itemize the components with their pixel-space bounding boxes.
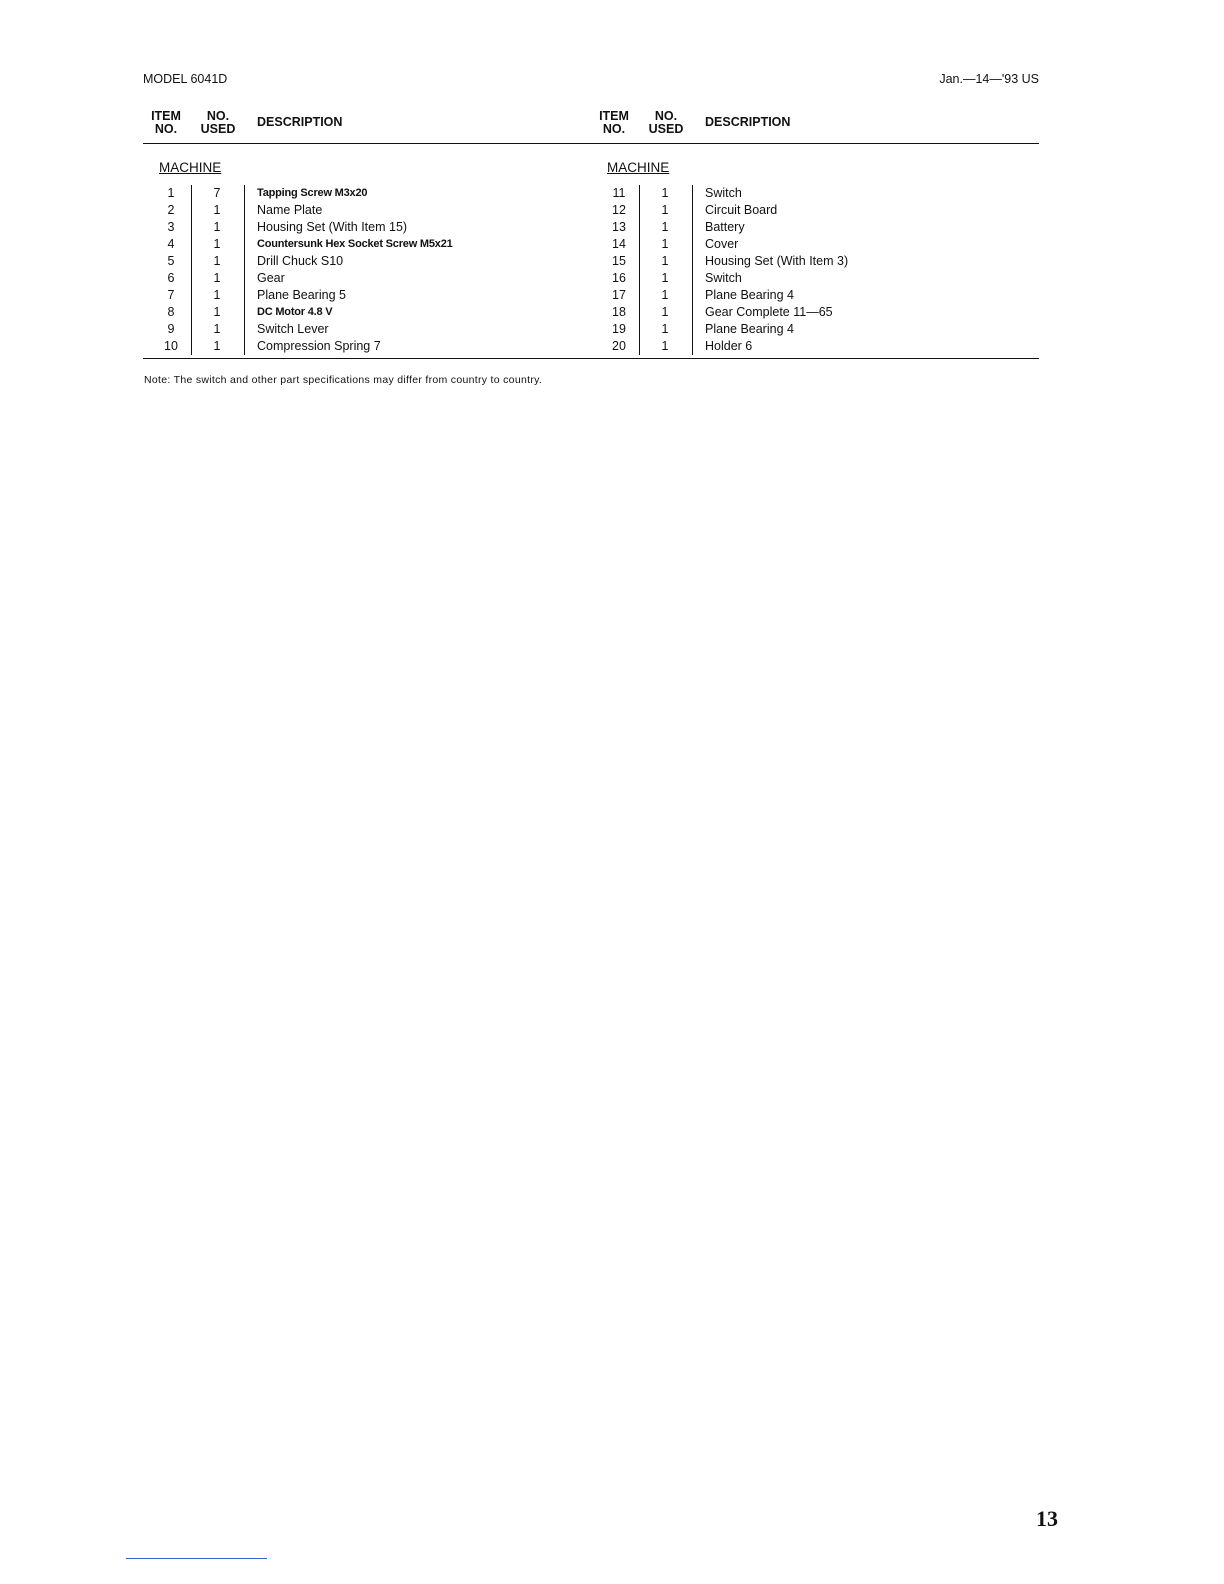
item-no-header: ITEM NO. bbox=[599, 109, 629, 136]
quantity-used: 1 bbox=[661, 339, 669, 353]
item-number: 6 bbox=[167, 271, 175, 285]
quantity-used: 1 bbox=[661, 271, 669, 285]
item-number: 2 bbox=[167, 203, 175, 217]
part-description: DC Motor 4.8 V bbox=[257, 306, 333, 318]
parts-rows bbox=[143, 185, 591, 355]
quantity-used: 1 bbox=[213, 339, 221, 353]
part-description: Holder 6 bbox=[705, 339, 753, 353]
part-description: Tapping Screw M3x20 bbox=[257, 187, 368, 199]
item-no-header: ITEM NO. bbox=[151, 109, 181, 136]
part-description: Plane Bearing 4 bbox=[705, 322, 794, 336]
table-row bbox=[591, 338, 1039, 355]
parts-column-right bbox=[591, 108, 1039, 362]
part-description: Cover bbox=[705, 237, 739, 251]
item-number: 13 bbox=[612, 220, 626, 234]
part-description: Circuit Board bbox=[705, 203, 778, 217]
table-row bbox=[591, 202, 1039, 219]
quantity-used: 1 bbox=[213, 254, 221, 268]
item-number: 20 bbox=[612, 339, 626, 353]
table-row bbox=[143, 253, 591, 270]
specification-note: Note: The switch and other part specifications may differ from country to country. bbox=[144, 374, 543, 386]
part-description: Plane Bearing 5 bbox=[257, 288, 346, 302]
item-number: 17 bbox=[612, 288, 626, 302]
item-number: 15 bbox=[612, 254, 626, 268]
page-header bbox=[143, 72, 1039, 90]
no-used-header: NO. USED bbox=[648, 109, 684, 136]
item-number: 4 bbox=[167, 237, 175, 251]
table-row bbox=[591, 304, 1039, 321]
quantity-used: 1 bbox=[661, 203, 669, 217]
table-row bbox=[591, 253, 1039, 270]
table-row bbox=[143, 321, 591, 338]
table-row bbox=[143, 236, 591, 253]
table-row bbox=[143, 185, 591, 202]
description-header: DESCRIPTION bbox=[257, 115, 343, 129]
item-number: 16 bbox=[612, 271, 626, 285]
quantity-used: 1 bbox=[661, 237, 669, 251]
part-description: Battery bbox=[705, 220, 745, 234]
part-description: Housing Set (With Item 15) bbox=[257, 220, 408, 234]
model-number: MODEL 6041D bbox=[143, 72, 228, 86]
quantity-used: 1 bbox=[661, 186, 669, 200]
part-description: Housing Set (With Item 3) bbox=[705, 254, 849, 268]
table-row bbox=[143, 287, 591, 304]
item-number: 7 bbox=[167, 288, 175, 302]
item-number: 1 bbox=[167, 186, 175, 200]
table-row bbox=[591, 270, 1039, 287]
item-number: 18 bbox=[612, 305, 626, 319]
section-title: MACHINE bbox=[607, 160, 670, 175]
part-description: Switch Lever bbox=[257, 322, 329, 336]
quantity-used: 1 bbox=[661, 288, 669, 302]
quantity-used: 1 bbox=[213, 237, 221, 251]
quantity-used: 1 bbox=[213, 271, 221, 285]
item-number: 5 bbox=[167, 254, 175, 268]
table-row bbox=[143, 202, 591, 219]
part-description: Countersunk Hex Socket Screw M5x21 bbox=[257, 238, 453, 250]
quantity-used: 1 bbox=[661, 305, 669, 319]
quantity-used: 1 bbox=[661, 254, 669, 268]
item-number: 19 bbox=[612, 322, 626, 336]
table-row bbox=[143, 219, 591, 236]
footer-rule bbox=[143, 358, 1039, 359]
quantity-used: 1 bbox=[213, 322, 221, 336]
revision-date: Jan.—14—'93 US bbox=[939, 72, 1039, 86]
quantity-used: 1 bbox=[213, 305, 221, 319]
part-description: Switch bbox=[705, 186, 742, 200]
table-row bbox=[591, 321, 1039, 338]
item-number: 3 bbox=[167, 220, 175, 234]
footer-link-underline bbox=[126, 1558, 267, 1559]
section-title: MACHINE bbox=[159, 160, 222, 175]
table-row bbox=[591, 185, 1039, 202]
table-row bbox=[591, 236, 1039, 253]
item-number: 8 bbox=[167, 305, 175, 319]
item-number: 12 bbox=[612, 203, 626, 217]
page-number: 13 bbox=[1036, 1506, 1058, 1531]
part-description: Drill Chuck S10 bbox=[257, 254, 344, 268]
item-number: 9 bbox=[167, 322, 175, 336]
no-used-header: NO. USED bbox=[200, 109, 236, 136]
parts-rows bbox=[591, 185, 1039, 355]
part-description: Switch bbox=[705, 271, 742, 285]
quantity-used: 1 bbox=[661, 322, 669, 336]
table-row bbox=[143, 304, 591, 321]
part-description: Name Plate bbox=[257, 203, 323, 217]
item-number: 10 bbox=[164, 339, 178, 353]
quantity-used: 1 bbox=[213, 203, 221, 217]
part-description: Compression Spring 7 bbox=[257, 339, 381, 353]
quantity-used: 1 bbox=[661, 220, 669, 234]
quantity-used: 1 bbox=[213, 220, 221, 234]
table-row bbox=[143, 338, 591, 355]
item-number: 14 bbox=[612, 237, 626, 251]
table-row bbox=[143, 270, 591, 287]
quantity-used: 1 bbox=[213, 288, 221, 302]
part-description: Gear bbox=[257, 271, 285, 285]
item-number: 11 bbox=[612, 186, 626, 200]
table-row bbox=[591, 219, 1039, 236]
table-row bbox=[591, 287, 1039, 304]
quantity-used: 7 bbox=[213, 186, 221, 200]
part-description: Plane Bearing 4 bbox=[705, 288, 794, 302]
parts-column-left bbox=[143, 108, 591, 362]
parts-list-table bbox=[143, 108, 1039, 362]
part-description: Gear Complete 11—65 bbox=[705, 305, 833, 319]
description-header: DESCRIPTION bbox=[705, 115, 791, 129]
